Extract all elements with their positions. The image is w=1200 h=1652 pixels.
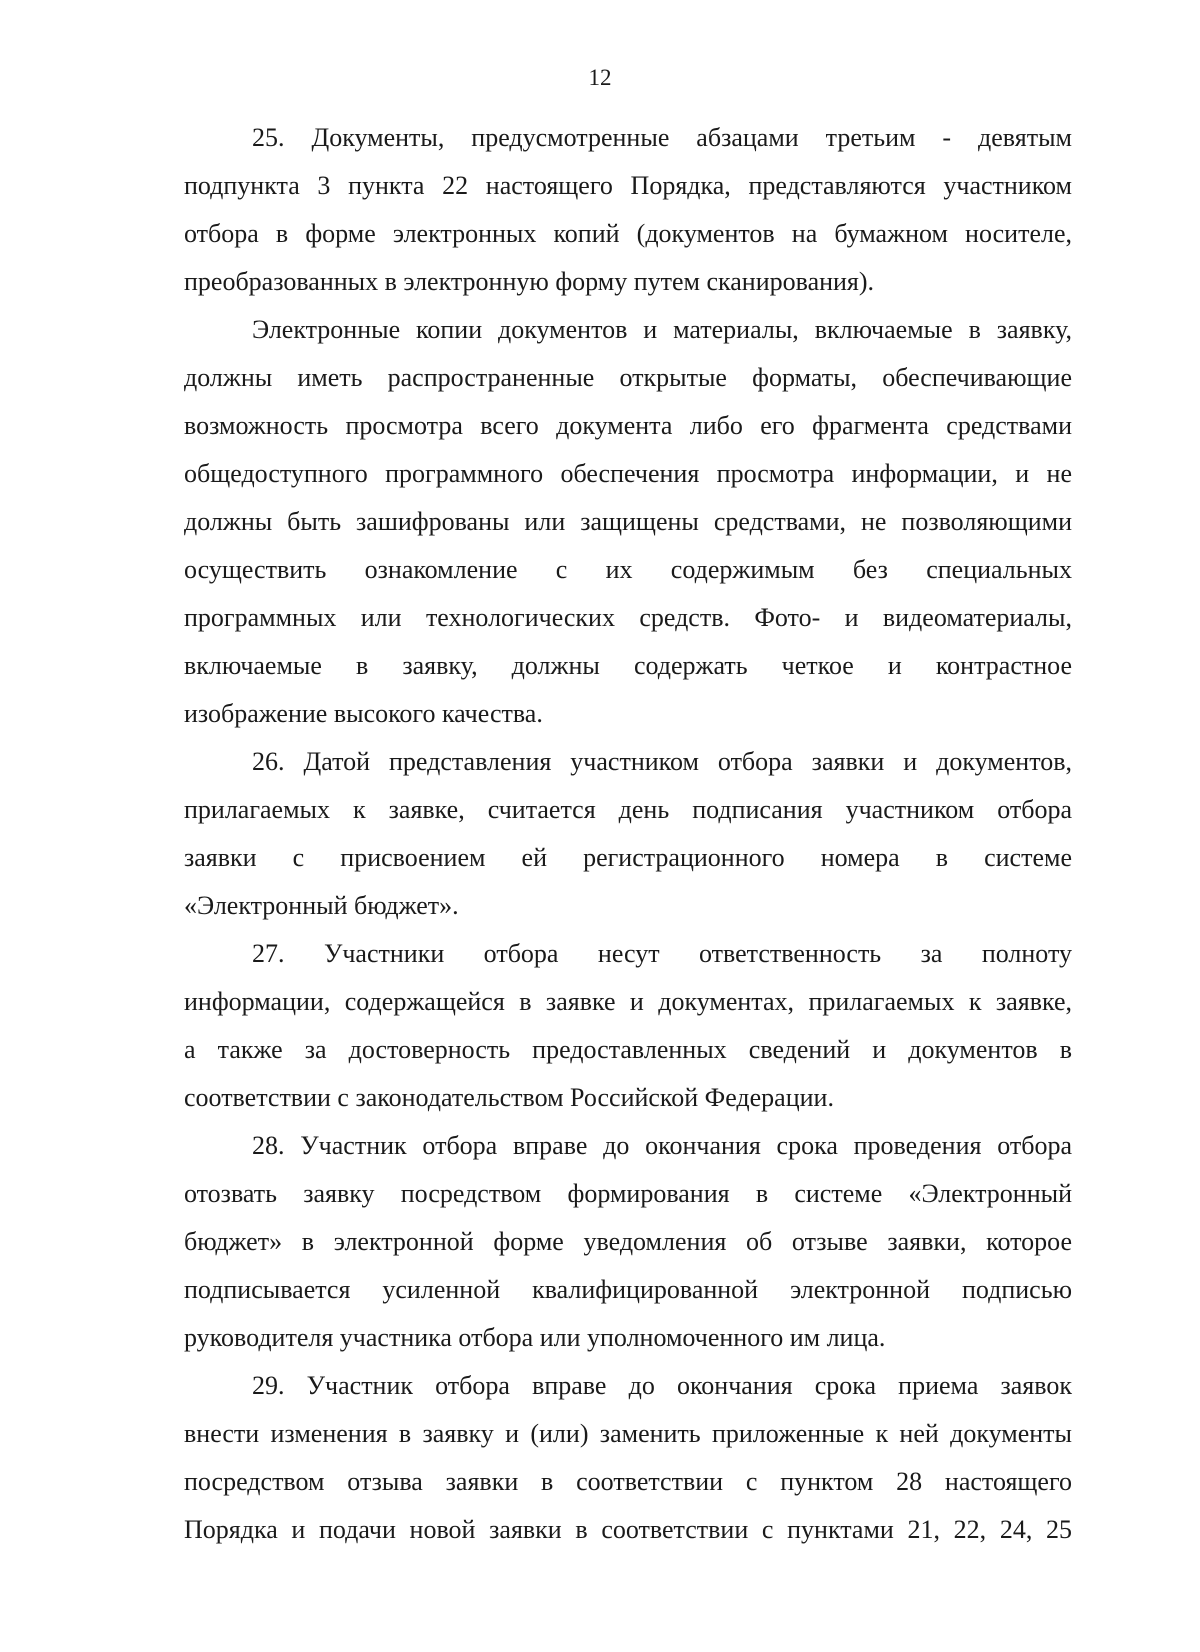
text-line: Электронные копии документов и материалы, включаемые в заявку,	[252, 315, 1072, 344]
text-line: отозвать заявку посредством формирования в системе «Электронный	[184, 1179, 1072, 1208]
paragraph-27	[184, 930, 1072, 1122]
document-body	[184, 114, 1072, 1554]
text-line: посредством отзыва заявки в соответствии с пунктом 28 настоящего	[184, 1467, 1072, 1496]
text-line: подпункта 3 пункта 22 настоящего Порядка, представляются участником	[184, 171, 1072, 200]
text-line: должны быть зашифрованы или защищены средствами, не позволяющими	[184, 507, 1072, 536]
page-number: 12	[588, 65, 612, 90]
paragraph-28	[184, 1122, 1072, 1362]
text-line: 27. Участники отбора несут ответственность за полноту	[252, 939, 1072, 968]
paragraph-26	[184, 738, 1072, 930]
text-line: руководителя участника отбора или уполномоченного им лица.	[184, 1323, 886, 1352]
text-line: осуществить ознакомление с их содержимым без специальных	[184, 555, 1072, 584]
text-line: 25. Документы, предусмотренные абзацами третьим - девятым	[252, 123, 1072, 152]
text-line: информации, содержащейся в заявке и документах, прилагаемых к заявке,	[184, 987, 1072, 1016]
text-line: внести изменения в заявку и (или) заменить приложенные к ней документы	[184, 1419, 1072, 1448]
paragraph-29	[184, 1362, 1072, 1554]
text-line: подписывается усиленной квалифицированной электронной подписью	[184, 1275, 1072, 1304]
text-line: Порядка и подачи новой заявки в соответствии с пунктами 21, 22, 24, 25	[184, 1515, 1072, 1544]
text-line: преобразованных в электронную форму путем сканирования).	[184, 267, 875, 296]
text-line: изображение высокого качества.	[184, 699, 543, 728]
text-line: 26. Датой представления участником отбора заявки и документов,	[252, 747, 1072, 776]
paragraph-electronic-copies	[184, 306, 1072, 738]
text-line: бюджет» в электронной форме уведомления об отзыве заявки, которое	[184, 1227, 1072, 1256]
text-line: включаемые в заявку, должны содержать четкое и контрастное	[184, 651, 1072, 680]
text-line: должны иметь распространенные открытые форматы, обеспечивающие	[184, 363, 1072, 392]
text-line: программных или технологических средств. Фото- и видеоматериалы,	[184, 603, 1072, 632]
text-line: соответствии с законодательством Российской Федерации.	[184, 1083, 834, 1112]
text-line: общедоступного программного обеспечения просмотра информации, и не	[184, 459, 1072, 488]
text-line: заявки с присвоением ей регистрационного номера в системе	[184, 843, 1072, 872]
text-line: отбора в форме электронных копий (документов на бумажном носителе,	[184, 219, 1072, 248]
text-line: возможность просмотра всего документа либо его фрагмента средствами	[184, 411, 1072, 440]
text-line: прилагаемых к заявке, считается день подписания участником отбора	[184, 795, 1072, 824]
text-line: 28. Участник отбора вправе до окончания срока проведения отбора	[252, 1131, 1072, 1160]
text-line: «Электронный бюджет».	[184, 891, 459, 920]
text-line: 29. Участник отбора вправе до окончания срока приема заявок	[252, 1371, 1072, 1400]
paragraph-25	[184, 114, 1072, 306]
text-line: а также за достоверность предоставленных сведений и документов в	[184, 1035, 1072, 1064]
